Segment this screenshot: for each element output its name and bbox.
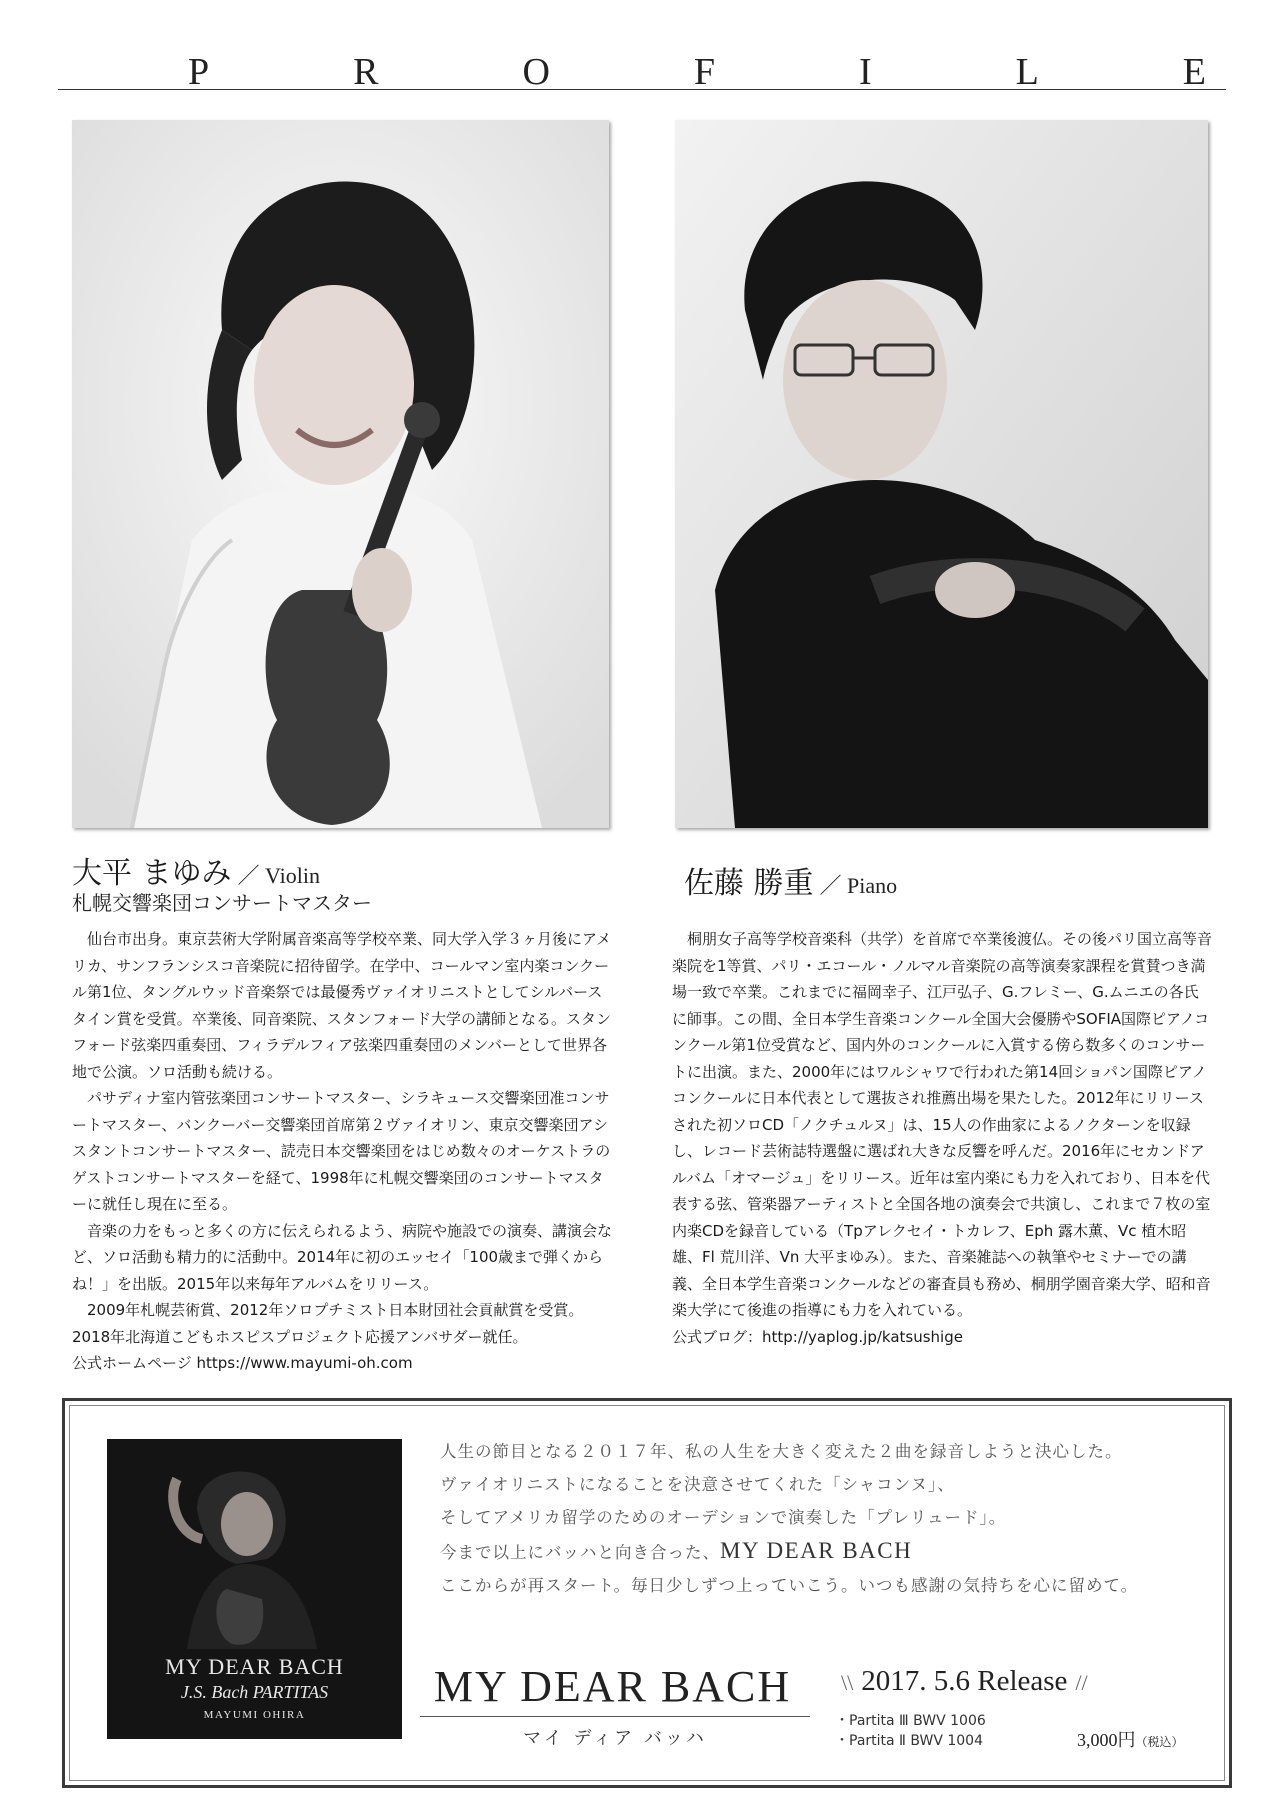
pianist-name-text: 佐藤 勝重 [684,866,814,901]
title-letter: E [1182,51,1206,93]
violinist-bio [72,926,612,1377]
title-letter: P [188,51,210,93]
track-item: ・Partita Ⅲ BWV 1006 [835,1713,986,1729]
track-item: ・Partita Ⅱ BWV 1004 [835,1733,983,1749]
header-rule [58,89,1226,90]
cover-subtitle: J.S. Bach PARTITAS [180,1682,329,1702]
cd-cover [107,1439,402,1739]
message-text: 今まで以上にバッハと向き合った、 [440,1543,720,1562]
violinist-name-text: 大平 まゆみ [72,856,232,891]
title-letter: I [858,51,872,93]
release-date [833,1665,1096,1698]
title-letter: O [522,51,550,93]
pianist-blog-link[interactable]: 公式ブログ：http://yaplog.jp/katsushige [672,1327,963,1346]
violinist-subtitle: 札幌交響楽団コンサートマスター [72,891,372,915]
message-line: ヴァイオリニストになることを決意させてくれた「シャコンヌ」、 [440,1475,955,1494]
violinist-role: ／ Violin [237,863,320,888]
title-letter: L [1015,51,1039,93]
cover-artist: MAYUMI OHIRA [203,1709,306,1721]
album-title: MY DEAR BACH [433,1662,792,1711]
violinist-photo [72,120,609,828]
profile-header [58,52,1226,92]
title-letter: R [353,51,379,93]
profile-title [188,52,1226,92]
message-line: そしてアメリカ留学のためのオーデションで演奏した「プレリュード」。 [440,1508,1007,1527]
bio-paragraph: パサディナ室内管弦楽団コンサートマスター、シラキュース交響楽団准コンサートマスター、バンクーバー交響楽団首席第２ヴァイオリン、東京交響楽団アシスタントコンサートマスター、読売日本交響楽団をはじめ数々のオーケストラのゲストコンサートマスターを経て、1998年に札幌交響楽団のコンサートマスターに就任し現在に至る。 [72,1089,611,1213]
violinist-name [72,848,320,892]
title-letter: F [693,51,715,93]
pianist-name [684,858,897,902]
pianist-photo [675,120,1208,828]
release-text: 2017. 5.6 Release [861,1665,1068,1697]
bio-paragraph: 音楽の力をもっと多くの方に伝えられるよう、病院や施設での演奏、講演会など、ソロ活動も精力的に活動中。2014年に初のエッセイ「100歳まで弾くからね！」を出版。2015年以来毎年アルバムをリリース。 [72,1221,613,1293]
pianist-bio [672,926,1212,1350]
album-title-kana: マイ ディア バッハ [523,1728,707,1749]
slash-decor-icon: \\ [841,1670,854,1695]
message-line [440,1534,1200,1569]
violinist-website-link[interactable]: 公式ホームページ https://www.mayumi-oh.com [72,1354,413,1372]
album-title-rule [420,1716,810,1717]
bio-paragraph: 2009年札幌芸術賞、2012年ソロプチミスト日本財団社会貢献賞を受賞。2018年北海道こどもホスピスプロジェクト応援アンバサダー就任。 [72,1301,584,1346]
price [1077,1726,1184,1752]
pianist-role: ／ Piano [819,873,898,898]
message-line: ここからが再スタート。毎日少しずつ上っていこう。いつも感謝の気持ちを心に留めて。 [440,1576,1139,1595]
price-value: 3,000円 [1077,1730,1136,1750]
message-emphasis: MY DEAR BACH [720,1538,913,1563]
cd-promo-box [62,1398,1232,1788]
cover-title: MY DEAR BACH [165,1654,344,1679]
message-line: 人生の節目となる２０１７年、私の人生を大きく変えた２曲を録音しようと決心した。 [440,1442,1123,1461]
cd-message [440,1435,1200,1602]
bio-paragraph: 仙台市出身。東京芸術大学附属音楽高等学校卒業、同大学入学３ヶ月後にアメリカ、サンフランシスコ音楽院に招待留学。在学中、コールマン室内楽コンクール第1位、タングルウッド音楽祭では最優秀ヴァイオリニストとしてシルバースタイン賞を受賞。卒業後、同音楽院、スタンフォード大学の講師となる。スタンフォード弦楽四重奏団、フィラデルフィア弦楽四重奏団のメンバーとして世界各地で公演。ソロ活動も続ける。 [72,930,612,1081]
slash-decor-icon: // [1075,1670,1088,1695]
price-note: （税込） [1135,1735,1184,1749]
bio-paragraph: 桐朋女子高等学校音楽科（共学）を首席で卒業後渡仏。その後パリ国立高等音楽院を1等賞、パリ・エコール・ノルマル音楽院の高等演奏家課程を賞賛つき満場一致で卒業。これまでに福岡幸子、江戸弘子、G.フレミー、G.ムニエの各氏に師事。この間、全日本学生音楽コンクール全国大会優勝やSOFIA国際ピアノコンクール第1位受賞など、国内外のコンクールに入賞する傍ら数多くのコンサートに出演。また、2000年にはワルシャワで行われた第14回ショパン国際ピアノコンクールに日本代表として選抜され推薦出場を果たした。2012年にリリースされた初ソロCD「ノクチュルヌ」は、15人の作曲家によるノクターンを収録し、レコード芸術誌特選盤に選ばれ大きな反響を呼んだ。2016年にセカンドアルバム「オマージュ」をリリース。近年は室内楽にも力を入れており、日本を代表する弦、管楽器アーティストと全国各地の演奏会で共演し、これまで７枚の室内楽CDを録音している（Tpアレクセイ・トカレフ、Eph 露木薫、Vc 植木昭雄、Fl 荒川洋、Vn 大平まゆみ）。また、音楽雑誌への執筆やセミナーでの講義、全日本学生音楽コンクールなどの審査員も務め、桐朋学園音楽大学、昭和音楽大学にて後進の指導にも力を入れている。 [672,930,1213,1319]
